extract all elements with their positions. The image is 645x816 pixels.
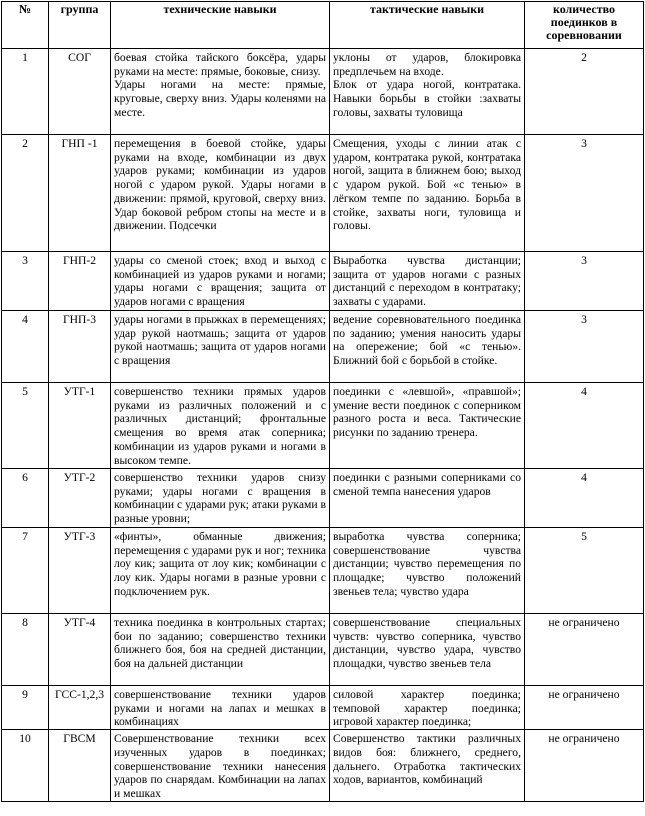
row-technical-skills [111,614,330,686]
row-number-text: 10 [19,732,31,746]
row-number-text: 5 [22,385,28,398]
row-tactical-skills-text: Совершенство тактики различных видов боя: ближнего, среднего, дальнего. Отработка тактических ходов, вариантов, комбинаций [333,732,521,787]
row-bouts-count-text: 3 [581,137,587,150]
row-technical-skills-text: совершенство техники ударов снизу руками; удары ногами с вращения в комбинации с ударами рук; атаки руками в разные уровни; [114,471,326,526]
table-row [2,469,644,528]
row-bouts-count-text: 3 [581,254,587,267]
row-bouts-count [525,614,644,686]
row-tactical-skills [330,730,525,802]
row-technical-skills [111,383,330,469]
row-technical-skills [111,49,330,135]
row-number-text: 8 [22,616,28,629]
row-group [49,686,111,730]
row-tactical-skills-text: поединки с разными соперниками со сменой темпа нанесения ударов [333,471,521,498]
row-group [49,528,111,614]
table-row [2,730,644,802]
table-row [2,528,644,614]
row-technical-skills [111,528,330,614]
row-technical-skills-text: перемещения в боевой стойке, удары руками на входе, комбинации из двух ударов руками; комбинации из ударов ногой с ударом рукой. Удары ногами в движении: прямой, круговой, сверху вниз. Удар боковой ребром стопы на месте и в движении. Подсечки [114,137,326,233]
row-tactical-skills-text: совершенствование специальных чувств: чувство соперника, чувство дистанции, чувство удара, чувство площадки, чувство звеньев тела [333,616,521,671]
row-group-text: УТГ-1 [63,385,96,398]
row-tactical-skills-text: уклоны от ударов, блокировка предплечьем на входе. Блок от удара ногой, контратака. Навыки борьбы в стойки :захваты головы, захваты туловища [333,51,521,119]
row-technical-skills-text: удары со сменой стоек; вход и выход с комбинацией из ударов руками и ногами; удары ногами с вращения; защита от ударов ногами с вращения [114,254,326,309]
row-group-text: УТГ-3 [63,530,96,543]
row-group [49,252,111,311]
row-bouts-count-text: не ограничено [548,616,620,629]
row-tactical-skills [330,135,525,252]
row-bouts-count-text: 4 [581,385,587,398]
row-technical-skills [111,135,330,252]
row-tactical-skills [330,469,525,528]
row-bouts-count [525,469,644,528]
row-number [2,528,49,614]
row-bouts-count-text: 3 [581,313,587,326]
row-group-text: УТГ-2 [63,471,96,484]
row-bouts-count [525,686,644,730]
row-number-text: 6 [22,471,28,484]
row-number-text: 3 [22,254,28,267]
table-row [2,135,644,252]
row-technical-skills-text: «финты», обманные движения; перемещения с ударами рук и ног; техника лоу кик; защита от лоу кик; комбинации с лоу кик. Удары ногами в разные уровни с подключением рук. [114,530,326,598]
row-group [49,49,111,135]
row-bouts-count [525,135,644,252]
row-technical-skills-text: совершенство техники прямых ударов руками из различных положений и с различных дистанций; фронтальные смещения во время атак соперника; комбинации из ударов руками и ногами в высоком темпе. [114,385,326,467]
header-bouts-count: количество поединков в соревновании [525,2,644,49]
row-number [2,730,49,802]
row-group [49,135,111,252]
table-row [2,252,644,311]
row-tactical-skills [330,528,525,614]
row-tactical-skills [330,614,525,686]
table-row [2,311,644,383]
row-bouts-count-text: 4 [581,471,587,484]
row-number-text: 1 [22,51,28,64]
row-group-text: СОГ [68,51,91,64]
header-tactical-skills: тактические навыки [330,2,525,49]
row-number-text: 2 [22,137,28,150]
header-number: № [2,2,49,49]
row-technical-skills [111,730,330,802]
row-group-text: ГНП -1 [61,137,98,150]
row-number [2,135,49,252]
row-group-text: ГСС-1,2,3 [54,688,105,701]
table-row [2,383,644,469]
row-number [2,311,49,383]
row-tactical-skills [330,383,525,469]
row-bouts-count [525,49,644,135]
header-row [2,2,644,49]
row-tactical-skills [330,311,525,383]
row-technical-skills [111,311,330,383]
row-group [49,614,111,686]
row-bouts-count [525,383,644,469]
header-technical-skills: технические навыки [111,2,330,49]
table-row [2,49,644,135]
row-bouts-count [525,252,644,311]
header-group: группа [49,2,111,49]
training-table [1,1,644,802]
row-tactical-skills [330,49,525,135]
row-number [2,686,49,730]
row-tactical-skills [330,686,525,730]
row-technical-skills-text: техника поединка в контрольных стартах; бои по заданию; совершенство техники ближнего боя, боя на средней дистанции, боя на дальней дистанции [114,616,326,671]
row-number-text: 7 [22,530,28,543]
row-tactical-skills-text: Смещения, уходы с линии атак с ударом, контратака рукой, контратака ногой, защита в ближнем бою; выход с ударом рукой. Бой «с тенью» в лёгком темпе по заданию. Борьба в стойке, захваты ноги, туловища и головы. [333,137,521,233]
row-group [49,730,111,802]
row-tactical-skills-text: выработка чувства соперника; совершенствование чувства дистанции; чувство перемещения по площадке; чувство положений звеньев тела; чувство удара [333,530,521,598]
table-row [2,686,644,730]
row-bouts-count-text: 2 [581,51,587,64]
row-group-text: УТГ-4 [63,616,96,629]
row-bouts-count [525,311,644,383]
row-tactical-skills-text: силовой характер поединка; темповой характер поединка; игровой характер поединка; [333,688,521,729]
row-number [2,383,49,469]
row-technical-skills-text: удары ногами в прыжках в перемещениях; удар рукой наотмашь; защита от ударов рукой наотмашь; защита от ударов ногами с вращения [114,313,326,368]
row-bouts-count [525,730,644,802]
row-technical-skills-text: совершенствование техники ударов руками и ногами на лапах и мешках в комбинациях [114,688,326,729]
row-group-text: ГНП-3 [62,313,97,326]
row-number [2,252,49,311]
row-technical-skills [111,252,330,311]
row-bouts-count [525,528,644,614]
row-tactical-skills-text: поединки с «левшой», «правшой»; умение вести поединок с соперником разного роста и веса. Тактические рисунки по заданию тренера. [333,385,521,440]
table-row [2,614,644,686]
row-number [2,614,49,686]
row-tactical-skills-text: ведение соревновательного поединка по заданию; умения наносить удары на опережение; бой «с тенью». Ближний бой с борьбой в стойке. [333,313,521,368]
row-group [49,383,111,469]
row-bouts-count-text: не ограничено [548,732,620,746]
row-group-text: ГНП-2 [62,254,97,267]
row-technical-skills [111,469,330,528]
row-group [49,311,111,383]
row-number-text: 4 [22,313,28,326]
row-bouts-count-text: 5 [581,530,587,543]
row-tactical-skills-text: Выработка чувства дистанции; защита от ударов ногами с разных дистанций с переходом в контратаку; захваты с ударами. [333,254,521,309]
row-group [49,469,111,528]
row-number [2,49,49,135]
row-number [2,469,49,528]
row-technical-skills [111,686,330,730]
row-technical-skills-text: боевая стойка тайского боксёра, удары руками на месте: прямые, боковые, снизу. Удары ногами на месте: прямые, круговые, сверху вниз. Удары коленями на месте. [114,51,326,119]
row-bouts-count-text: не ограничено [548,688,620,701]
row-number-text: 9 [22,688,28,701]
row-tactical-skills [330,252,525,311]
row-technical-skills-text: Совершенствование техники всех изученных ударов в поединках; совершенствование техники нанесения ударов по снарядам. Комбинации на лапах и мешках [114,732,326,800]
row-group-text: ГВСМ [63,732,96,746]
